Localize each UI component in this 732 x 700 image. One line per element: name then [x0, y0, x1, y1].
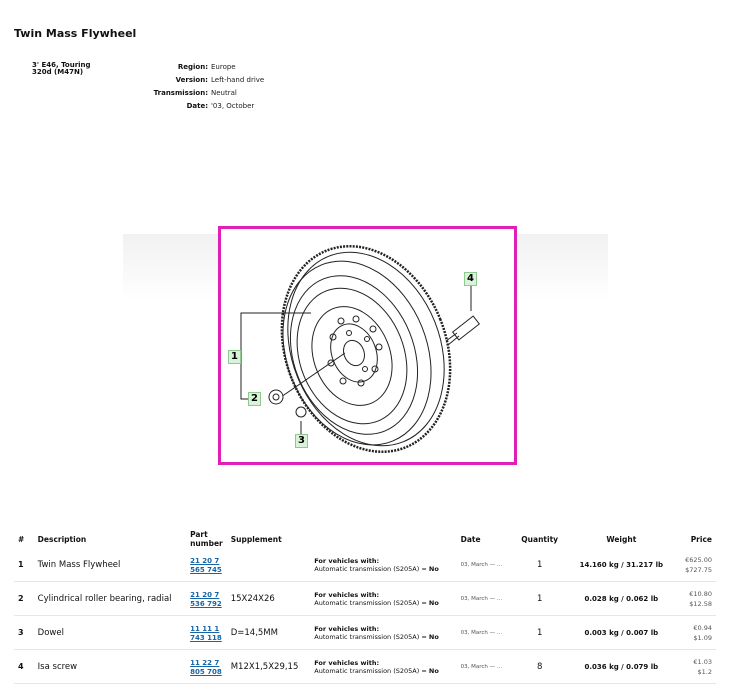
- callout-1[interactable]: 1: [228, 350, 241, 364]
- row-supplement: [227, 548, 311, 582]
- info-label: Transmission:: [153, 89, 208, 97]
- info-transmission: [120, 89, 264, 102]
- table-row[interactable]: [14, 548, 716, 582]
- vehicles-value: No: [428, 598, 439, 607]
- vehicles-detail: Automatic transmission (S205A) =: [314, 632, 427, 641]
- row-price: [678, 548, 716, 582]
- table-header-row: [14, 530, 716, 548]
- row-description: Dowel: [34, 616, 186, 650]
- price-usd: $1.2: [697, 667, 712, 676]
- row-weight: 0.036 kg / 0.079 lb: [565, 650, 679, 684]
- price-usd: $1.09: [693, 633, 712, 642]
- vehicles-detail: Automatic transmission (S205A) =: [314, 564, 427, 573]
- part-number-link[interactable]: 21 20 7 565 745: [190, 556, 222, 574]
- model-engine: 320d (M47N): [32, 68, 84, 76]
- vehicle-model: [32, 62, 91, 76]
- col-price: Price: [690, 534, 712, 544]
- row-supplement: M12X1,5X29,15: [227, 650, 311, 684]
- vehicles-value: No: [428, 564, 439, 573]
- col-weight: Weight: [606, 534, 637, 544]
- price-usd: $727.75: [685, 565, 712, 574]
- part-number-link[interactable]: 11 11 1 743 118: [190, 624, 222, 642]
- info-value: Neutral: [211, 89, 237, 97]
- info-region: [120, 63, 264, 76]
- row-weight: 14.160 kg / 31.217 lb: [565, 548, 679, 582]
- callout-4[interactable]: 4: [464, 272, 477, 286]
- row-quantity: 1: [515, 616, 565, 650]
- col-vehicles: [310, 530, 456, 548]
- table-row[interactable]: [14, 582, 716, 616]
- info-label: Date:: [186, 102, 208, 110]
- info-version: [120, 76, 264, 89]
- row-supplement: D=14,5MM: [227, 616, 311, 650]
- page-title: Twin Mass Flywheel: [14, 27, 137, 40]
- vehicles-title: For vehicles with:: [314, 624, 380, 633]
- row-quantity: 1: [515, 582, 565, 616]
- row-price: [678, 616, 716, 650]
- callout-2[interactable]: 2: [248, 392, 261, 406]
- row-price: [678, 650, 716, 684]
- table-row[interactable]: [14, 650, 716, 684]
- vehicles-detail: Automatic transmission (S205A) =: [314, 598, 427, 607]
- info-value: '03, October: [211, 102, 255, 110]
- row-num: 1: [14, 548, 34, 582]
- vehicles-detail: Automatic transmission (S205A) =: [314, 666, 427, 675]
- vehicles-value: No: [428, 632, 439, 641]
- col-quantity: Quantity: [521, 534, 559, 544]
- row-date: 03, March — ...: [457, 548, 515, 582]
- price-eur: €625.00: [685, 555, 712, 564]
- vehicles-title: For vehicles with:: [314, 658, 380, 667]
- col-num: #: [18, 534, 25, 544]
- row-description: Isa screw: [34, 650, 186, 684]
- row-vehicles: [310, 582, 456, 616]
- row-vehicles: [310, 548, 456, 582]
- col-date: Date: [460, 534, 481, 544]
- col-supplement: Supplement: [230, 534, 282, 544]
- row-part-number: [186, 650, 227, 684]
- vehicles-value: No: [428, 666, 439, 675]
- row-date: 03, March — ...: [457, 582, 515, 616]
- price-eur: €10.80: [689, 589, 712, 598]
- vehicle-info: [120, 63, 264, 115]
- row-part-number: [186, 548, 227, 582]
- row-num: 4: [14, 650, 34, 684]
- row-quantity: 1: [515, 548, 565, 582]
- row-vehicles: [310, 616, 456, 650]
- row-description: Twin Mass Flywheel: [34, 548, 186, 582]
- row-num: 3: [14, 616, 34, 650]
- price-usd: $12.58: [689, 599, 712, 608]
- info-label: Version:: [175, 76, 208, 84]
- col-description: Description: [37, 534, 87, 544]
- row-price: [678, 582, 716, 616]
- model-series: 3' E46, Touring: [32, 61, 91, 69]
- row-num: 2: [14, 582, 34, 616]
- row-vehicles: [310, 650, 456, 684]
- row-part-number: [186, 616, 227, 650]
- col-part-number: Part number: [190, 530, 223, 548]
- info-value: Left-hand drive: [211, 76, 265, 84]
- row-weight: 0.003 kg / 0.007 lb: [565, 616, 679, 650]
- info-label: Region:: [177, 63, 208, 71]
- flywheel-drawing: [221, 229, 514, 462]
- row-quantity: 8: [515, 650, 565, 684]
- table-row[interactable]: [14, 616, 716, 650]
- row-part-number: [186, 582, 227, 616]
- callout-3[interactable]: 3: [295, 434, 308, 448]
- part-number-link[interactable]: 11 22 7 805 708: [190, 658, 222, 676]
- part-number-link[interactable]: 21 20 7 536 792: [190, 590, 222, 608]
- row-supplement: 15X24X26: [227, 582, 311, 616]
- parts-diagram[interactable]: [218, 226, 517, 465]
- info-date: [120, 102, 264, 115]
- vehicles-title: For vehicles with:: [314, 590, 380, 599]
- parts-table: [14, 530, 716, 684]
- info-value: Europe: [211, 63, 236, 71]
- row-date: 03, March — ...: [457, 616, 515, 650]
- price-eur: €0.94: [693, 623, 712, 632]
- row-weight: 0.028 kg / 0.062 lb: [565, 582, 679, 616]
- row-date: 03, March — ...: [457, 650, 515, 684]
- price-eur: €1.03: [693, 657, 712, 666]
- row-description: Cylindrical roller bearing, radial: [34, 582, 186, 616]
- vehicles-title: For vehicles with:: [314, 556, 380, 565]
